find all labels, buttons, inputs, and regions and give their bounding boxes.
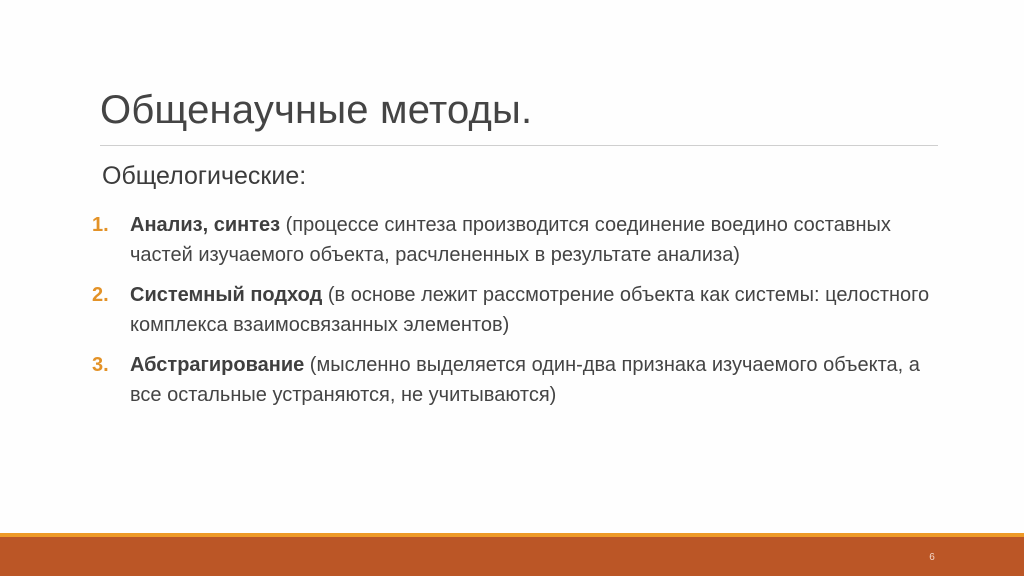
- methods-list: [92, 210, 942, 420]
- list-item-description: (мысленно выделяется один-два признака изучаемого объекта, а все остальные устраняются, не учитываются): [130, 354, 920, 406]
- list-item-description: (в основе лежит рассмотрение объекта как системы: целостного комплекса взаимосвязанных элементов): [130, 284, 930, 336]
- page-number: 6: [929, 552, 935, 563]
- list-item: [92, 350, 942, 410]
- list-item: [92, 210, 942, 270]
- list-item-number: 3.: [92, 354, 109, 376]
- list-item-term: Абстрагирование: [130, 354, 305, 376]
- list-item-description: (процессе синтеза производится соединение воедино составных частей изучаемого объекта, расчлененных в результате анализа): [130, 214, 891, 266]
- title-divider: [100, 145, 938, 146]
- slide-title: Общенаучные методы.: [100, 88, 533, 132]
- list-item-number: 1.: [92, 214, 109, 236]
- list-item-term: Системный подход: [130, 284, 323, 306]
- list-item-term: Анализ, синтез: [130, 214, 281, 236]
- list-item: [92, 280, 942, 340]
- slide-subtitle: Общелогические:: [102, 162, 307, 190]
- list-item-number: 2.: [92, 284, 109, 306]
- footer-bar: [0, 537, 1024, 576]
